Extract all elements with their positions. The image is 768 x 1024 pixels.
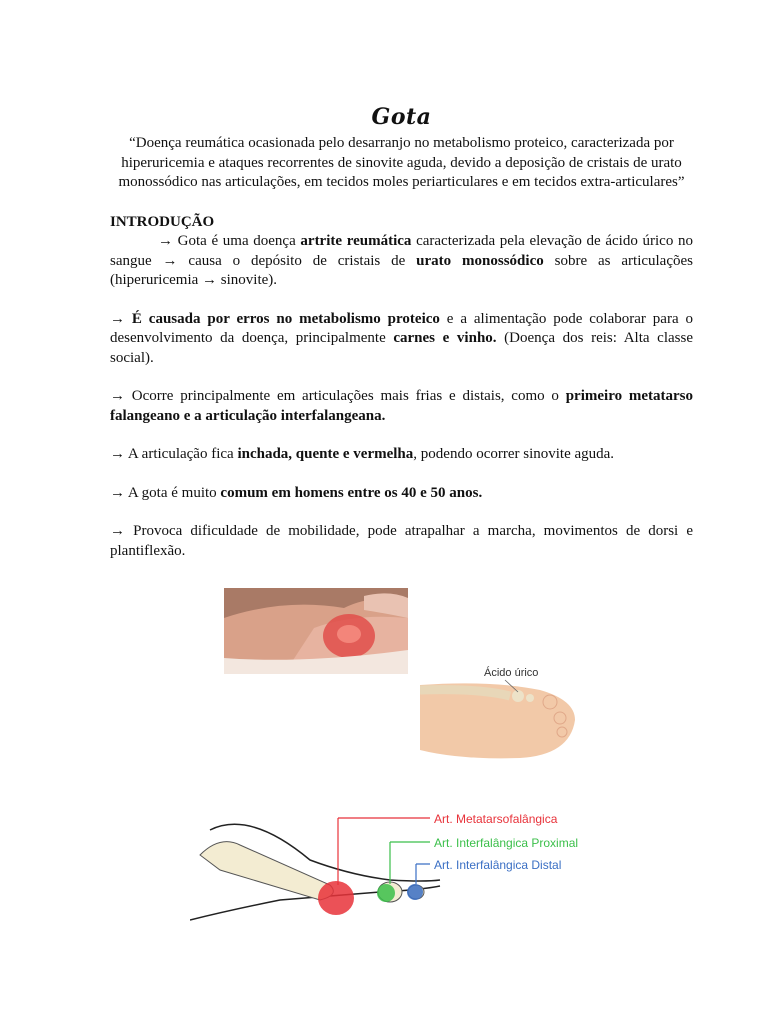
- distal-interphalangeal-marker: [407, 864, 430, 900]
- label-distal-interphalangeal: Art. Interfalângica Distal: [434, 858, 562, 872]
- paragraph-location: → Ocorre principalmente em articulações mais frias e distais, como o primeiro metatarso falangeano e a articulação interfalangeana.: [110, 388, 693, 424]
- paragraph-symptoms: → A articulação fica inchada, quente e vermelha, podendo ocorrer sinovite aguda.: [110, 446, 615, 462]
- foot-bones-illustration: [420, 660, 580, 765]
- document-page: [110, 104, 693, 561]
- inflamed-foot-photo: [224, 588, 408, 674]
- paragraph-definition: → Gota é uma doença artrite reumática caracterizada pela elevação de ácido úrico no sangue → causa o depósito de cristais de urato monossódico sobre as articulações (hiperuricemia → sinovite).: [110, 233, 693, 288]
- paragraph-mobility: → Provoca dificuldade de mobilidade, pode atrapalhar a marcha, movimentos de dorsi e plantiflexão.: [110, 523, 693, 559]
- intro-heading: INTRODUÇÃO: [110, 213, 215, 230]
- label-metatarsophalangeal: Art. Metatarsofalângica: [434, 812, 558, 826]
- paragraph-cause: → É causada por erros no metabolismo proteico e a alimentação pode colaborar para o desenvolvimento da doença, principalmente carnes e vinho. (Doença dos reis: Alta classe social).: [110, 310, 693, 366]
- metatarsophalangeal-marker: [318, 818, 430, 915]
- uric-acid-illustration: [420, 660, 580, 765]
- joint-diagram-svg: [190, 800, 610, 930]
- label-proximal-interphalangeal: Art. Interfalângica Proximal: [434, 836, 579, 850]
- joint-diagram: [190, 800, 610, 930]
- definition-quote: “Doença reumática ocasionada pelo desarranjo no metabolismo proteico, caracterizada por hiperuricemia e ataques recorrentes de sinovite aguda, devido a deposição de cristais de urato monossódico nas articulações, em tecidos moles periarticulares e em tecidos extra-articulares”: [118, 135, 685, 190]
- uric-acid-label: Ácido úrico: [484, 667, 539, 679]
- document-title: Gota: [371, 104, 432, 130]
- paragraph-demographics: → A gota é muito comum em homens entre os 40 e 50 anos.: [110, 484, 483, 501]
- inflamed-foot-illustration: [224, 588, 408, 674]
